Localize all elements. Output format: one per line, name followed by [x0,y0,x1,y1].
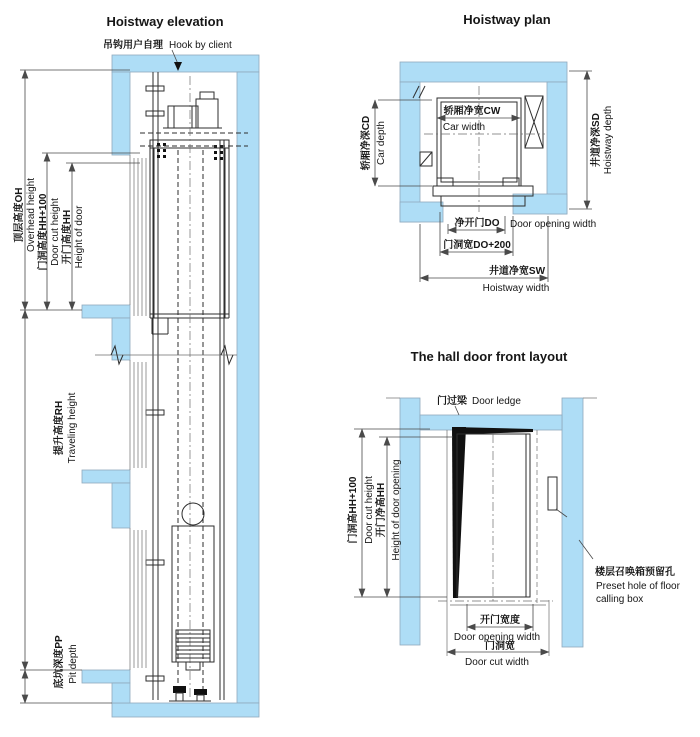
elevation-walls [82,55,259,717]
dim-hall-door-opening-height-zh: 开门净高HH [376,482,387,538]
dim-overhead-zh: 顶层高度OH [14,187,25,243]
dim-door-cut-en: Door cut height [50,198,61,266]
dim-door-height-zh: 开门高度HH [62,209,73,265]
dim-hall-door-cut-height-en: Door cut height [364,476,375,544]
dim-hoistway-depth-en: Hoistway depth [603,105,614,175]
door-ledge-leader [455,406,459,415]
traction-machine [140,92,248,160]
dim-hall-door-cut-width-en: Door cut width [465,657,529,668]
plan-counterweight [525,96,543,148]
dim-door-height-en: Height of door [74,205,85,269]
hoistway-plan-diagram [359,12,614,294]
dim-car-depth-en: Car depth [376,121,387,165]
door-ledge-label-en: Door ledge [472,396,521,407]
plan-rail-bracket [420,152,432,166]
hook-label-zh: 吊钩用户自理 [103,40,163,51]
preset-hole-label-zh: 楼层召唤箱预留孔 [595,567,675,578]
dim-hoistway-width-zh: 井道净宽SW [488,266,546,277]
hall-door-layout-diagram [346,349,681,668]
hall-door-dimensions [346,429,549,668]
elevator-car [150,76,229,700]
dim-door-opening-en: Door opening width [510,219,597,230]
dim-car-width-en: Car width [442,122,486,133]
dim-hoistway-width-en: Hoistway width [482,283,550,294]
preset-hole-label-en2: calling box [596,594,644,605]
preset-hole-label-en1: Preset hole of floor [596,581,680,592]
dim-pit-zh: 底坑深度PP [54,635,65,689]
dim-traveling-en: Traveling height [67,392,78,464]
dim-traveling-zh: 提升高度RH [54,400,65,456]
dim-door-cut-width-zh: 门洞宽DO+200 [443,240,511,251]
hall-door-title: The hall door front layout [410,349,568,364]
dim-door-opening-zh: 净开门DO [454,218,500,229]
hall-door-walls [386,398,597,647]
dim-overhead-en: Overhead height [26,178,37,252]
dim-car-depth-zh: 轿厢净深CD [361,115,372,171]
plan-title: Hoistway plan [463,12,551,27]
dim-hall-door-cut-height-zh: 门洞高HH+100 [348,476,359,544]
elevation-title: Hoistway elevation [106,14,224,29]
elevation-dimensions [12,70,140,703]
hook-label-en: Hook by client [169,40,232,51]
dim-pit-en: Pit depth [68,644,79,684]
dim-hall-door-opening-width-zh: 开门宽度 [480,615,520,626]
landing-doors [134,158,146,668]
dim-hall-door-opening-height-en: Height of door opening [391,459,402,561]
dim-door-cut-zh: 门洞高度HH+100 [38,193,49,271]
dim-car-width-zh: 轿厢净宽CW [443,106,501,117]
hoistway-elevation-diagram [12,14,259,717]
guide-rails [146,72,224,700]
dim-hall-door-cut-width-zh: 门洞宽 [485,641,515,652]
dim-hall-door-opening-width-en: Door opening width [453,632,541,643]
door-ledge-label-zh: 门过梁 [437,396,467,407]
plan-walls [400,62,567,222]
dim-hoistway-depth-zh: 井道净深SD [591,113,602,167]
